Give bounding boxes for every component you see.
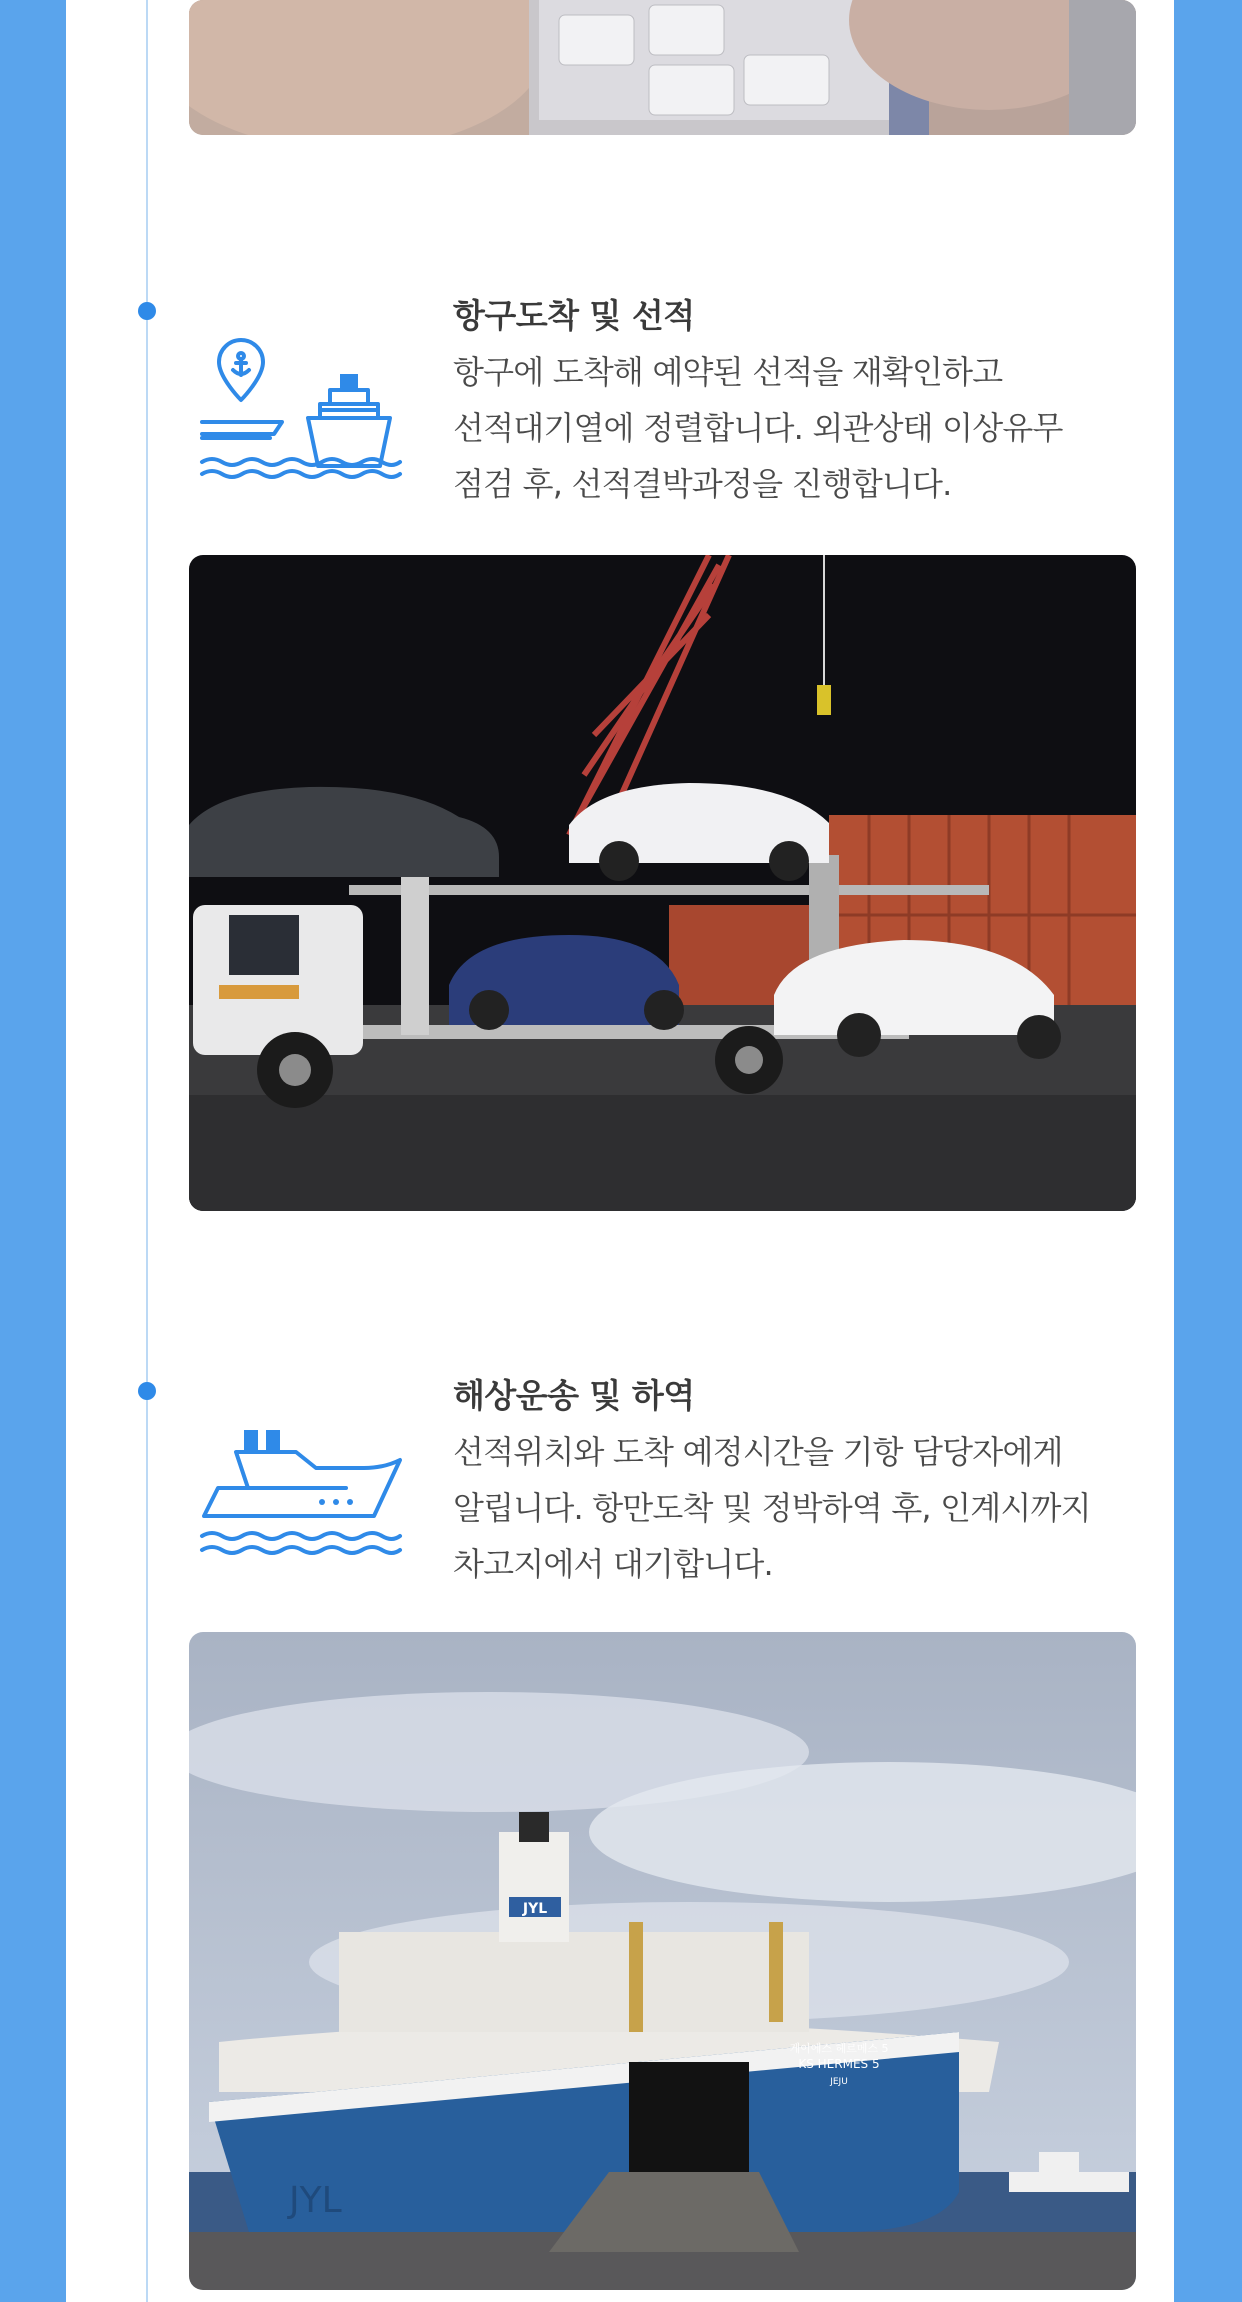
port-ship-icon xyxy=(196,330,406,480)
step-title: 항구도착 및 선적 xyxy=(453,296,695,335)
step-description-line: 알립니다. 항만도착 및 정박하역 후, 인계시까지 xyxy=(453,1489,1091,1527)
timeline-dot-step-1 xyxy=(138,302,156,320)
ship-port: JEJU xyxy=(830,2077,848,2087)
roro-ship-photo xyxy=(189,1632,1136,2290)
step-description xyxy=(453,1424,1153,1592)
step-description-line: 점검 후, 선적결박과정을 진행합니다. xyxy=(453,465,952,503)
step-description-line: 차고지에서 대기합니다. xyxy=(453,1545,773,1583)
hull-logo: JYL xyxy=(289,2180,342,2221)
step-description-line: 항구에 도착해 예약된 선적을 재확인하고 xyxy=(453,353,1003,391)
timeline-dot-step-2 xyxy=(138,1382,156,1400)
step-description xyxy=(453,344,1153,512)
timeline-line xyxy=(146,0,148,2302)
cruise-ship-icon xyxy=(196,1410,406,1560)
ship-name-korean: 케이에스 헤르메스 5 xyxy=(789,2042,889,2055)
car-carrier-loading-photo xyxy=(189,555,1136,1211)
step-title: 해상운송 및 하역 xyxy=(453,1376,695,1415)
phone-keyboard-photo xyxy=(189,0,1136,135)
ship-name: KS HERMES 5 xyxy=(798,2057,880,2071)
step-description-line: 선적대기열에 정렬합니다. 외관상태 이상유무 xyxy=(453,409,1063,447)
funnel-logo: JYL xyxy=(522,1901,548,1917)
step-description-line: 선적위치와 도착 예정시간을 기항 담당자에게 xyxy=(453,1433,1063,1471)
